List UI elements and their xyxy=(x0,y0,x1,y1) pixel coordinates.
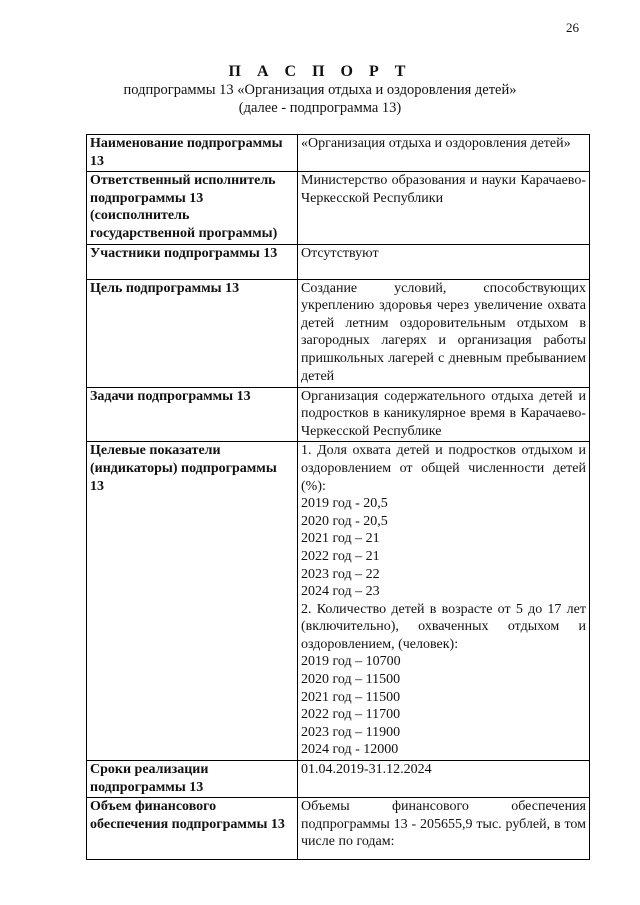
row-value xyxy=(298,135,590,172)
value-line: 2022 год – 21 xyxy=(301,548,380,564)
row-value xyxy=(298,798,590,860)
row-label: Ответственный исполнитель подпрограммы 13 (соисполнитель государственной программы) xyxy=(87,172,298,244)
value-line: Создание условий, способствующих укреплению здоровья через увеличение охвата детей летним оздоровительным отдыхом в загородных лагерях и организация работы пришкольных лагерей с дневным пребыванием детей xyxy=(301,280,586,384)
value-line: Организация содержательного отдыха детей и подростков в каникулярное время в Карачаево-Черкесской Республике xyxy=(301,388,586,439)
row-label: Сроки реализации подпрограммы 13 xyxy=(87,761,298,798)
value-line: 2024 год – 23 xyxy=(301,584,380,600)
table-row xyxy=(87,387,590,442)
value-line: Министерство образования и науки Карачаево-Черкесской Республики xyxy=(301,173,586,206)
row-value xyxy=(298,387,590,442)
value-line: 2023 год – 22 xyxy=(301,566,380,582)
row-value xyxy=(298,172,590,244)
value-line: 2023 год – 11900 xyxy=(301,724,401,740)
row-label: Задачи подпрограммы 13 xyxy=(87,387,298,442)
table-row xyxy=(87,135,590,172)
subtitle-line-2: (далее - подпрограмма 13) xyxy=(238,100,402,116)
row-label: Целевые показатели (индикаторы) подпрограммы 13 xyxy=(87,442,298,761)
row-value xyxy=(298,761,590,798)
value-line: 2019 год - 20,5 xyxy=(301,496,388,512)
document-subtitle xyxy=(0,81,640,117)
row-value xyxy=(298,442,590,761)
value-line: 2. Количество детей в возрасте от 5 до 17 лет (включительно), охваченных отдыхом и оздоровлением, (человек): xyxy=(301,601,586,652)
value-line: 2022 год – 11700 xyxy=(301,707,401,723)
table-row xyxy=(87,761,590,798)
value-line: 2021 год – 11500 xyxy=(301,689,401,705)
row-label: Цель подпрограммы 13 xyxy=(87,279,298,387)
value-line: «Организация отдыха и оздоровления детей» xyxy=(301,136,571,151)
row-label: Наименование подпрограммы 13 xyxy=(87,135,298,172)
value-line: 2024 год - 12000 xyxy=(301,742,399,758)
table-row xyxy=(87,172,590,244)
value-line: 2020 год – 11500 xyxy=(301,672,401,688)
table-row xyxy=(87,442,590,761)
value-line: 01.04.2019-31.12.2024 xyxy=(301,762,432,778)
table-row xyxy=(87,244,590,279)
row-label: Объем финансового обеспечения подпрограммы 13 xyxy=(87,798,298,860)
table-row xyxy=(87,279,590,387)
row-label: Участники подпрограммы 13 xyxy=(87,244,298,279)
page-number: 26 xyxy=(566,20,579,35)
document-title: П А С П О Р Т xyxy=(228,63,412,80)
row-value xyxy=(298,244,590,279)
row-value xyxy=(298,279,590,387)
value-line: 2019 год – 10700 xyxy=(301,654,401,670)
passport-table xyxy=(86,134,590,860)
value-line: Объемы финансового обеспечения подпрограммы 13 - 205655,9 тыс. рублей, в том числе по годам: xyxy=(301,799,586,850)
value-line: 2021 год – 21 xyxy=(301,531,380,547)
value-line: 2020 год - 20,5 xyxy=(301,513,388,529)
value-line: Отсутствуют xyxy=(301,245,379,261)
table-row xyxy=(87,798,590,860)
subtitle-line-1: подпрограммы 13 «Организация отдыха и оздоровления детей» xyxy=(123,82,517,98)
value-line: 1. Доля охвата детей и подростков отдыхом и оздоровлением от общей численности детей (%): xyxy=(301,443,586,494)
